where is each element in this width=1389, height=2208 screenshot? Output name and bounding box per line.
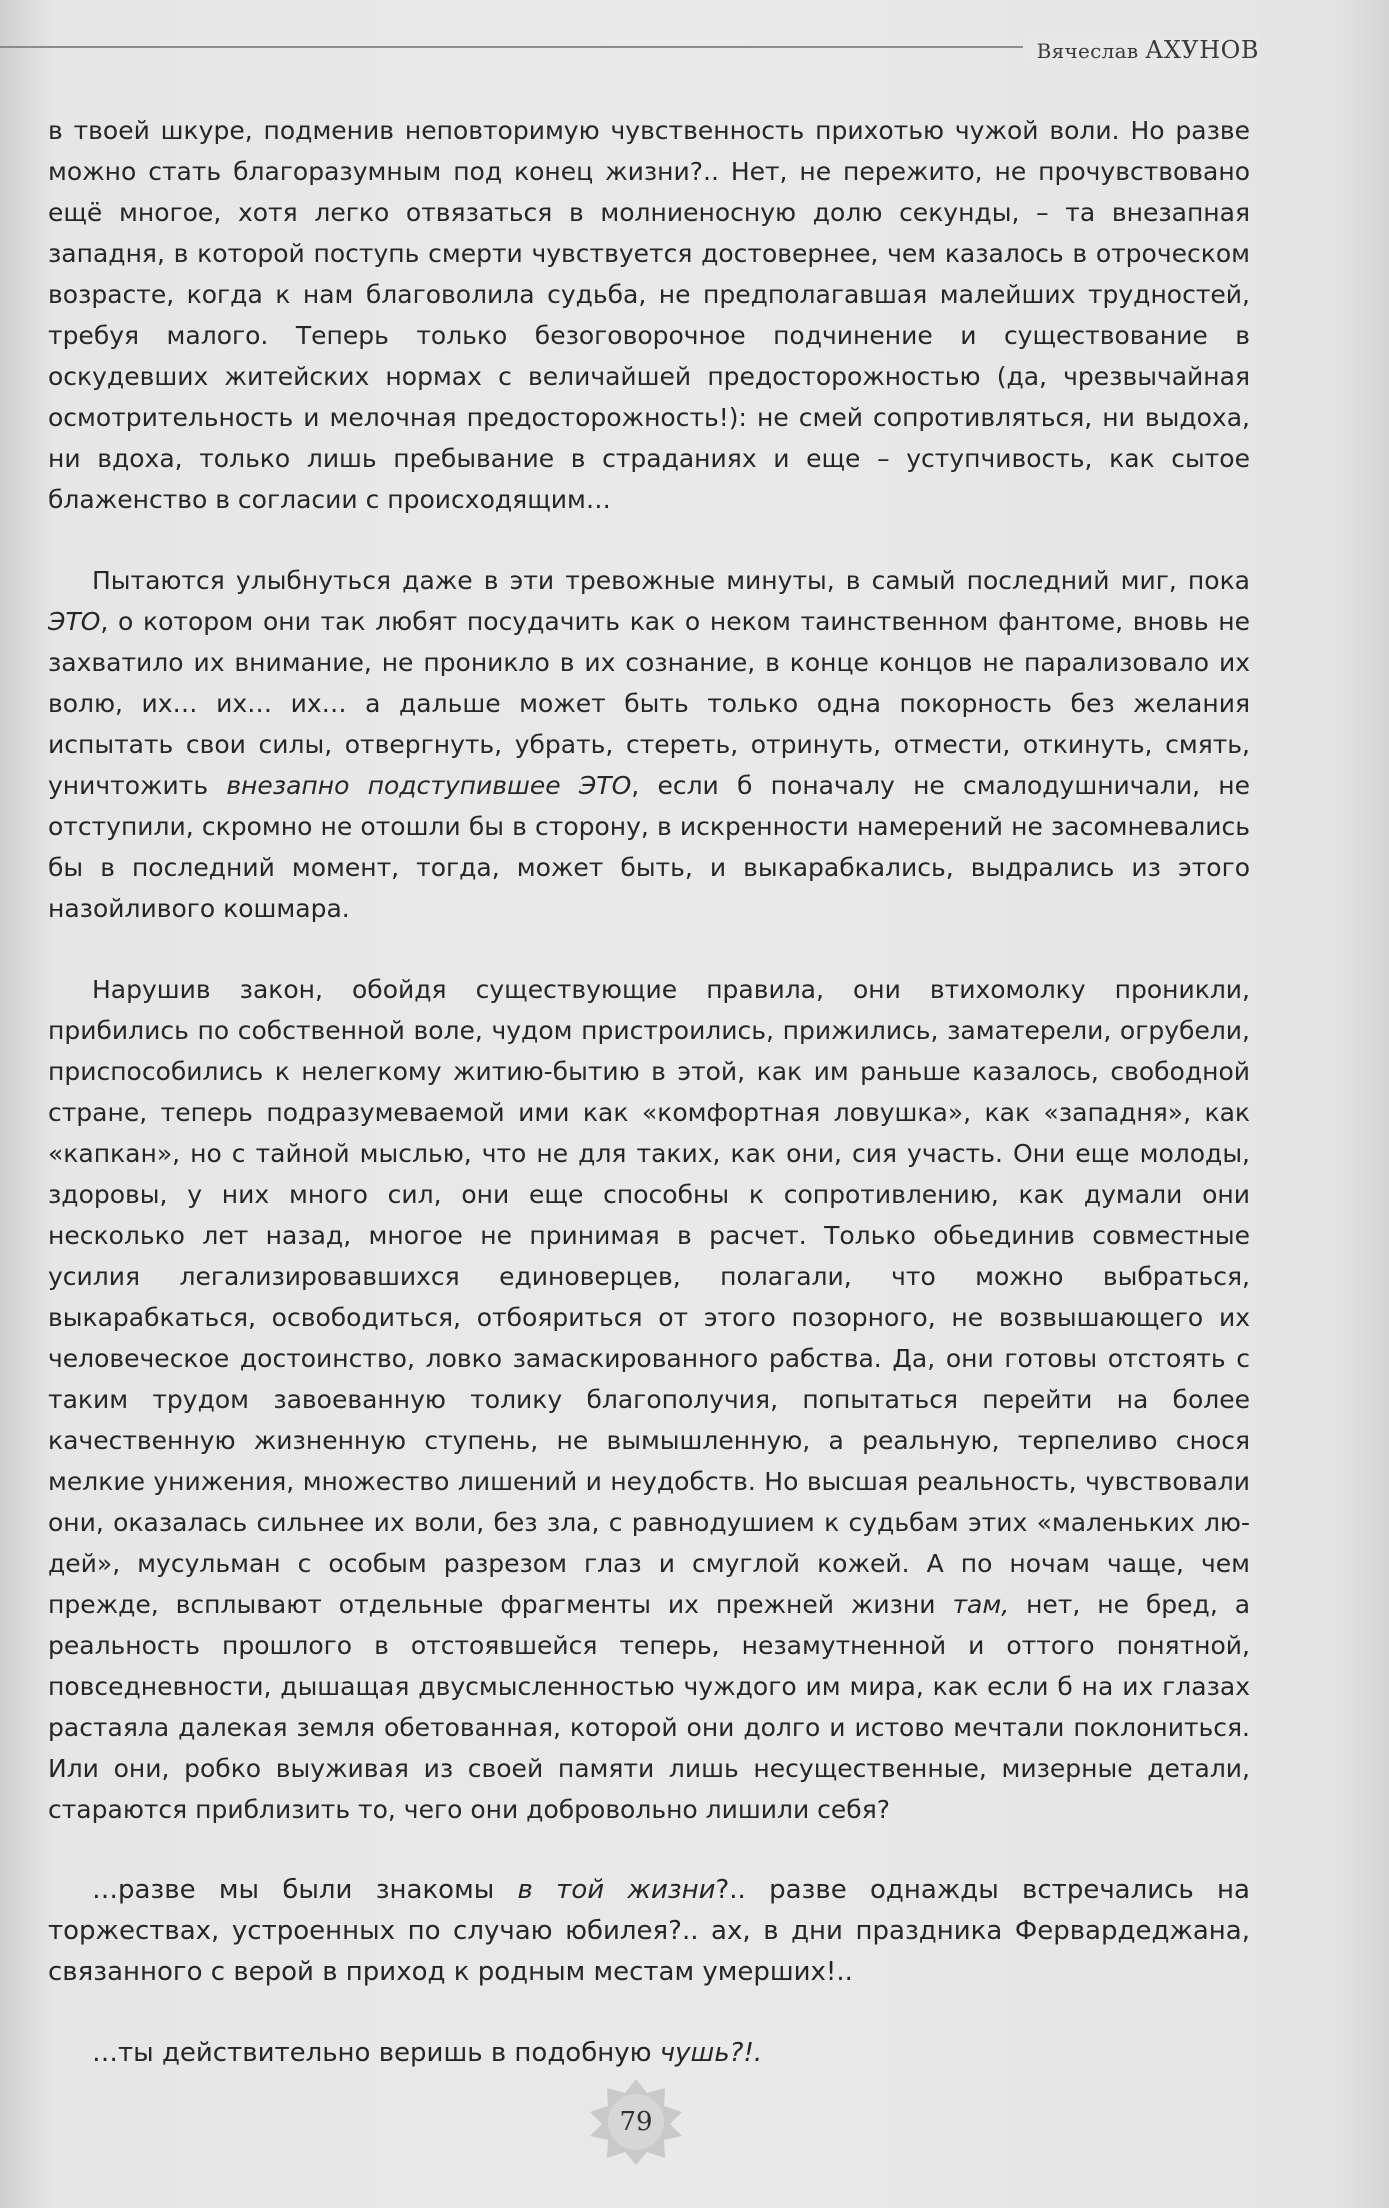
dialog-line-2: …ты действительно веришь в подобную чушь?!. [92, 2038, 763, 2068]
running-header [1023, 36, 1259, 64]
emphasis: в той жизни [517, 1875, 716, 1905]
emphasis: чушь?!. [659, 2038, 763, 2068]
emphasis: ЭТО [48, 607, 101, 636]
paragraph-3: Нарушив закон, обойдя существующие правила, они втихомолку проникли, прибились по собственной воле, чудом пристроились, прижились, заматерели, огрубели, приспособились к нелегкому житию-бытию в этой, как им раньше казалось, свободной стране, теперь подразумеваемой ими как «комфортная ловушка», как «западня», как «капкан», но с тайной мыслью, что не для таких, как они, сия участь. Они еще молоды, здоровы, у них много сил, они еще способны к сопротивлению, как думали они несколько лет назад, многое не принимая в расчет. Только обьединив совместные усилия легализировавшихся единоверцев, полагали, что можно выбраться, выкарабкаться, освободиться, отбояриться от этого позорного, не возвышающего их человеческое достоинство, ловко замаскированного рабства. Да, они готовы отстоять с таким трудом завоеванную толику благополучия, попытаться перейти на более качественную жизненную ступень, не вымышленную, а реальную, терпеливо снося мелкие унижения, множество лишений и неудобств. Но высшая реальность, чувствовали они, оказалась сильнее их воли, без зла, с равнодушием к судьбам этих «маленьких людей», мусульман с особым разрезом глаз и смуглой кожей. А по ночам чаще, чем прежде, всплывают отдельные фрагменты их прежней жизни там, нет, не бред, а реальность прошлого в отстоявшейся теперь, незамутненной и оттого понятной, повседневности, дышащая двусмысленностью чуждого им мира, как если б на их глазах растаяла далекая земля обетованная, которой они долго и истово мечтали поклониться. Или они, робко выуживая из своей памяти лишь несущественные, мизерные детали, стараются приблизить то, чего они добровольно лишили себя? [48, 975, 1251, 1824]
paragraph-1: в твоей шкуре, подменив неповторимую чувственность прихотью чужой воли. Но разве можно стать благоразумным под конец жизни?.. Нет, не пережито, не прочувствовано ещё многое, хотя легко отвязаться в молниеносную долю секунды, – та внезапная западня, в которой поступь смерти чувствуется достовернее, чем казалось в отроческом возрасте, когда к нам благоволила судьба, не предполагавшая малейших трудностей, требуя малого. Теперь только безоговорочное подчинение и существование в оскудевших житейских нормах с величайшей предосторожностью (да, чрезвычайная осмотрительность и мелочная предосторожность!): не смей сопротивляться, ни выдоха, ни вдоха, только лишь пребывание в страданиях и еще – уступчивость, как сытое блаженство в согласии с происходящим… [48, 116, 1250, 514]
page-number: 79 [619, 2107, 653, 2137]
paragraph-2: Пытаются улыбнуться даже в эти тревожные минуты, в самый последний миг, пока ЭТО, о котором они так любят посудачить как о неком таинственном фантоме, вновь не захватило их внимание, не проникло в их сознание, в конце концов не парализовало их волю, их… их… их… а дальше может быть только одна покорность без желания испытать свои силы, отвергнуть, убрать, стереть, отринуть, отмести, откинуть, смять, уничтожить внезапно подступившее ЭТО, если б поначалу не смалодушничали, не отступили, скромно не отошли бы в сторону, в искренности намерений не засомневались бы в последний момент, тогда, может быть, и выкарабкались, выдрались из этого назойливого кошмара. [48, 566, 1251, 923]
emphasis: там, [952, 1590, 1010, 1619]
dialog-line-1: …разве мы были знакомы в той жизни?.. разве однажды встречались на торжествах, устроенных по случаю юбилея?.. ах, в дни праздника Фервардеджана, связанного с верой в приход к родным местам умерших!.. [48, 1875, 1250, 1987]
author-last-name: АХУНОВ [1145, 36, 1259, 64]
emphasis: внезапно подступившее ЭТО [226, 771, 632, 800]
page-number-badge [584, 2079, 688, 2165]
author-first-name: Вячеслав [1036, 39, 1139, 63]
body-text [48, 110, 1250, 2074]
